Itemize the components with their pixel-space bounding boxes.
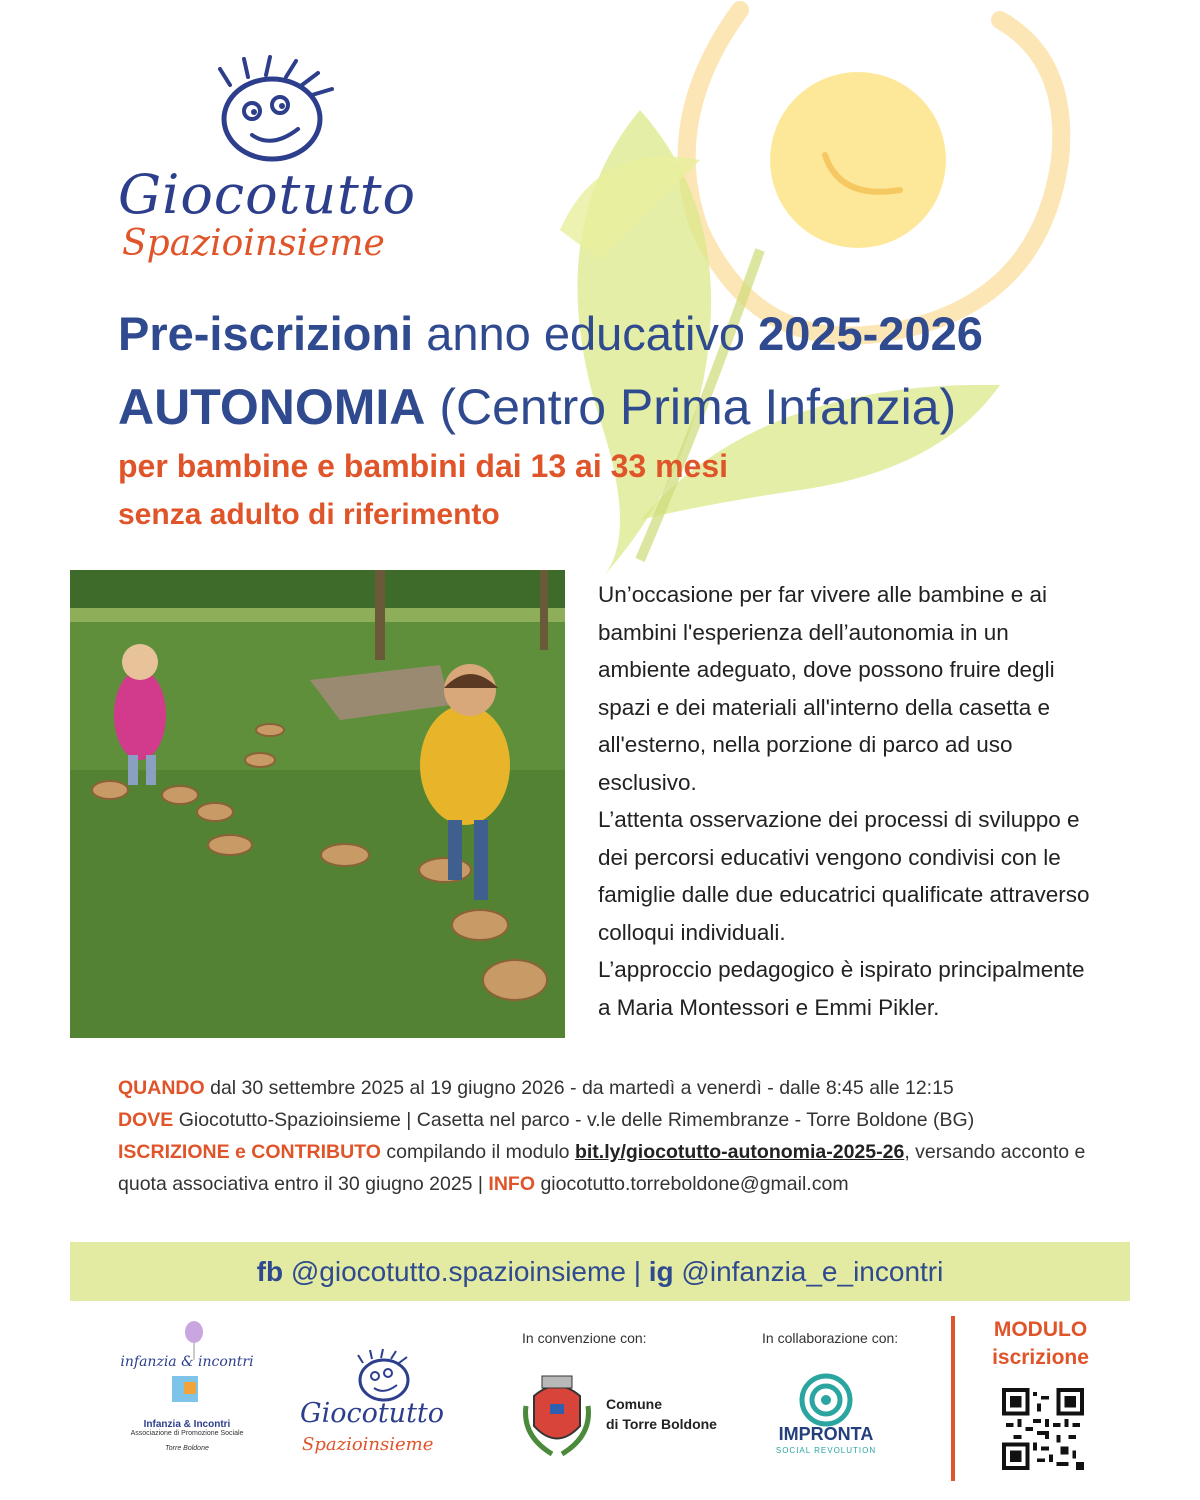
info-quando <box>118 1072 1108 1104</box>
logo-subname: Spazioinsieme <box>122 223 385 264</box>
modulo-line1: MODULO <box>993 1318 1088 1341</box>
sun-shape <box>770 72 946 248</box>
description-paragraph-2: L’attenta osservazione dei processi di sviluppo e dei percorsi educativi vengono condivisi con le famiglie dalle due educatrici qualificate attraverso colloqui individuali. <box>598 807 1090 945</box>
fingerprint-icon <box>796 1370 856 1430</box>
description-paragraph-1: Un’occasione per far vivere alle bambine e ai bambini l'esperienza dell’autonomia in un ambiente adeguato, dove possono fruire degli spazi e dei materiali all'interno della casetta e all'esterno, nella porzione di parco ad uso esclusivo. <box>598 582 1055 795</box>
fb-handle[interactable]: @giocotutto.spazioinsieme <box>290 1255 626 1287</box>
headline-autonomia: AUTONOMIA <box>118 379 426 435</box>
headline-year: 2025-2026 <box>758 307 983 360</box>
qr-code-icon[interactable] <box>1002 1388 1084 1470</box>
logo-name: Giocotutto <box>118 163 417 226</box>
small-smiley-icon <box>348 1348 418 1403</box>
headline-line1 <box>118 306 983 361</box>
iscrizione-text1: compilando il modulo <box>386 1141 570 1163</box>
ig-label: ig <box>648 1255 674 1287</box>
iscrizione-link[interactable]: bit.ly/giocotutto-autonomia-2025-26 <box>574 1141 905 1163</box>
info-label: INFO <box>488 1173 536 1195</box>
impronta-block <box>762 1330 922 1470</box>
headline-no-adult: senza adulto di riferimento <box>118 498 500 531</box>
dove-label: DOVE <box>118 1109 174 1131</box>
info-dove <box>118 1104 1108 1136</box>
info-email[interactable]: giocotutto.torreboldone@gmail.com <box>540 1173 849 1195</box>
info-iscrizione <box>118 1136 1108 1200</box>
headline-line2 <box>118 378 956 436</box>
fb-label: fb <box>256 1255 284 1287</box>
quando-text: dal 30 settembre 2025 al 19 giugno 2026 - da martedì a venerdì - dalle 8:45 alle 12:15 <box>210 1077 954 1099</box>
headline-age-range: per bambine e bambini dai 13 ai 33 mesi <box>118 448 729 484</box>
info-block <box>118 1072 1108 1200</box>
iscrizione-label: ISCRIZIONE e CONTRIBUTO <box>118 1141 381 1163</box>
impronta-name: IMPRONTA <box>778 1424 874 1444</box>
infanzia-title: infanzia & incontri <box>120 1354 254 1370</box>
description-text <box>598 576 1098 1026</box>
infanzia-sub: Associazione di Promozione Sociale <box>130 1430 244 1437</box>
modulo-line2: iscrizione <box>992 1346 1089 1369</box>
comune-line2: di Torre Boldone <box>606 1416 717 1432</box>
giocotutto-small-name: Giocotutto <box>300 1398 445 1429</box>
social-band <box>70 1242 1130 1301</box>
infanzia-place: Torre Boldone <box>165 1445 209 1452</box>
description-paragraph-3: L’approccio pedagogico è ispirato principalmente a Maria Montessori e Emmi Pikler. <box>598 957 1085 1020</box>
impronta-sub: SOCIAL REVOLUTION <box>775 1446 877 1455</box>
dove-text: Giocotutto-Spazioinsieme | Casetta nel parco - v.le delle Rimembranze - Torre Boldone (BG) <box>178 1109 975 1131</box>
giocotutto-logo <box>110 55 430 275</box>
ig-handle[interactable]: @infanzia_e_incontri <box>681 1255 944 1287</box>
modulo-iscrizione <box>968 1316 1113 1372</box>
convenzione-label: In convenzione con: <box>522 1330 647 1346</box>
infanzia-incontri-logo <box>112 1320 262 1470</box>
comune-line1: Comune <box>606 1396 662 1412</box>
headline-preiscrizioni: Pre-iscrizioni <box>118 307 414 360</box>
collaborazione-label: In collaborazione con: <box>762 1330 899 1346</box>
headline-centro: (Centro Prima Infanzia) <box>439 379 957 435</box>
smiley-face-icon <box>200 55 340 165</box>
giocotutto-small-sub: Spazioinsieme <box>302 1434 434 1455</box>
social-separator: | <box>633 1255 641 1287</box>
comune-block <box>522 1330 742 1470</box>
footer-divider <box>951 1316 955 1481</box>
giocotutto-small-logo <box>298 1348 468 1468</box>
coat-of-arms-icon <box>522 1366 592 1456</box>
iscrizione-text2: , versando acconto e quota associativa entro il 30 giugno 2025 | <box>118 1141 1086 1195</box>
children-park-photo <box>70 570 565 1038</box>
headline-anno-educativo: anno educativo <box>426 307 746 360</box>
quando-label: QUANDO <box>118 1077 205 1099</box>
infanzia-name: Infanzia & Incontri <box>143 1419 231 1430</box>
